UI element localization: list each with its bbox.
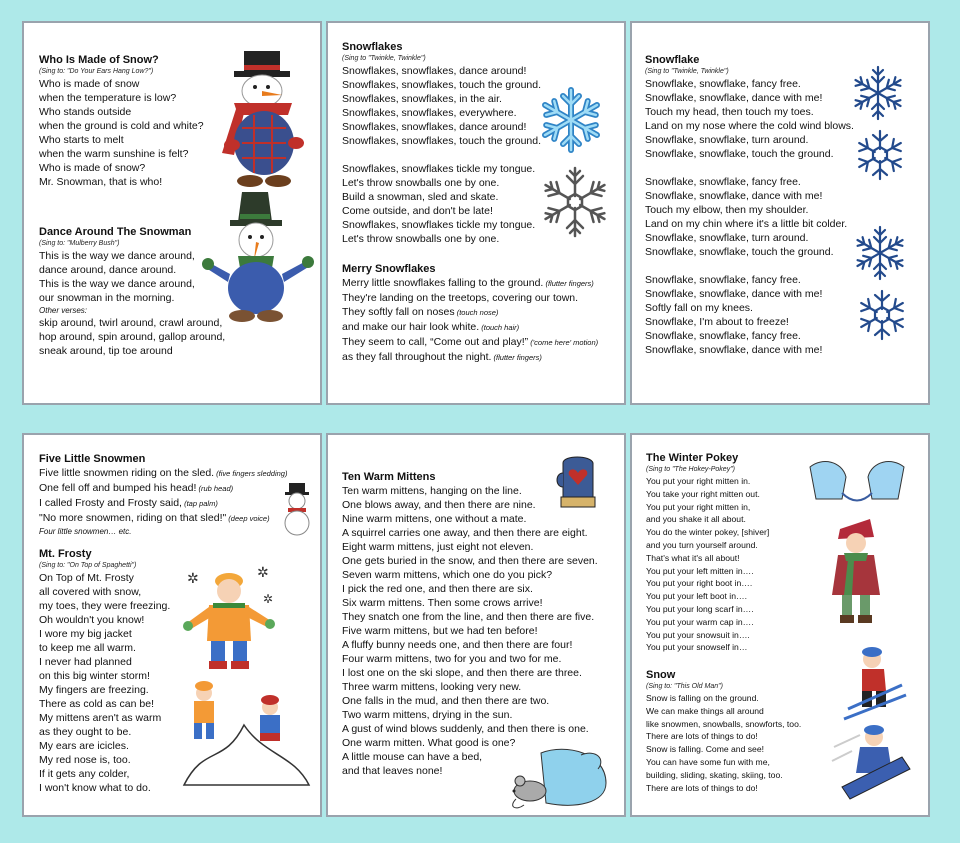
lyric-line: skip around, twirl around, crawl around, (39, 317, 223, 329)
lyric-line: This is the way we dance around, (39, 250, 195, 262)
svg-text:✲: ✲ (187, 570, 199, 586)
lyric-line: You put your right mitten in. (646, 476, 751, 486)
lyric-line: They're landing on the treetops, covering our town. (342, 292, 579, 304)
song-dance-around-snowman (39, 225, 225, 358)
lyric-line: A squirrel carries one away, and then there are eight. (342, 527, 588, 539)
song-winter-pokey (646, 451, 769, 654)
action-note: (flutter fingers) (491, 353, 542, 362)
children-on-hill-icon (174, 675, 314, 785)
lyric-line: You put your left boot in…. (646, 591, 747, 602)
action-note: (rub head) (196, 484, 234, 493)
lyric-line: on this big winter storm! (39, 670, 150, 682)
page-1 (22, 21, 322, 405)
svg-text:✲: ✲ (257, 564, 269, 580)
lyric-line: Five warm mittens, but we had ten before! (342, 625, 538, 637)
lyric-line: Land on my chin where it's a little bit colder. (645, 218, 848, 230)
song-title: Snowflake (645, 54, 700, 66)
lyric-line: Touch my head, then touch my toes. (645, 106, 814, 118)
lyric-line: One warm mitten. What good is one? (342, 737, 516, 749)
svg-text:✲: ✲ (263, 592, 274, 606)
lyric-line: all covered with snow, (39, 586, 142, 598)
lyric-line: and that leaves none! (342, 765, 443, 777)
song-title: Who Is Made of Snow? (39, 54, 159, 66)
song-title: Snow (646, 669, 676, 681)
lyric-line: Let's throw snowballs one by one. (342, 177, 500, 189)
lyric-line: Who is made of snow? (39, 162, 146, 174)
lyric-line: They softly fall on noses (touch nose) (342, 306, 499, 318)
lyric-line: I called Frosty and Frosty said, (tap palm) (39, 497, 218, 509)
action-note: (touch nose) (454, 308, 499, 317)
snowflake-outline-icon (536, 163, 614, 241)
song-verse-2 (342, 162, 541, 246)
action-note: (touch hair) (479, 323, 520, 332)
song-lines (39, 571, 170, 795)
lyric-line: You put your warm cap in…. (646, 616, 754, 627)
song-subtitle: (Sing to: "This Old Man") (646, 683, 723, 690)
lyric-line: You put your long scarf in…. (646, 603, 754, 614)
lyric-line: My fingers are freezing. (39, 684, 149, 696)
lyric-line: There as cold as can be! (39, 698, 154, 710)
lyric-line: Two warm mittens, drying in the sun. (342, 709, 513, 721)
lyric-line: my toes, they were freezing. (39, 600, 171, 612)
lyric-line: Six warm mittens. Then some crows arrive! (342, 597, 543, 609)
lyric-line: Five little snowmen riding on the sled. (five fingers sledding) (39, 467, 288, 479)
song-snow (646, 668, 801, 794)
song-lines (646, 475, 769, 654)
lyric-line: as they ought to be. (39, 726, 132, 738)
lyric-line: when the warm sunshine is felt? (39, 148, 189, 160)
lyric-line: dance around, dance around. (39, 264, 177, 276)
page-5 (326, 433, 626, 817)
lyric-line: They snatch one from the line, and then there are five. (342, 611, 595, 623)
lyric-line: Snowflakes, snowflakes, touch the ground. (342, 79, 542, 91)
song-lines (646, 692, 801, 794)
lyric-line: On Top of Mt. Frosty (39, 572, 134, 584)
song-title: Mt. Frosty (39, 548, 92, 560)
snowflake-icon (536, 85, 606, 155)
lyric-line: Land on my nose where the cold wind blows. (645, 120, 854, 132)
song-subtitle: (Sing to: "Mulberry Bush") (39, 240, 120, 247)
lyric-line: our snowman in the morning. (39, 292, 175, 304)
lyric-line: Snowflake, I'm about to freeze! (645, 316, 789, 328)
song-subtitle: (Sing to "Twinkle, Twinkle") (645, 68, 729, 75)
lyric-line: If it gets any colder, (39, 768, 130, 780)
song-snowflake (645, 53, 854, 357)
song-verse-3 (645, 273, 854, 357)
song-subtitle: (Sing to "Twinkle, Twinkle") (342, 55, 426, 62)
song-title: Merry Snowflakes (342, 263, 436, 275)
lyric-line: when the ground is cold and white? (39, 120, 204, 132)
other-verses (39, 316, 225, 358)
snowflake-icon (850, 65, 906, 121)
lyric-line: Nine warm mittens, one without a mate. (342, 513, 527, 525)
lyric-line: Who starts to melt (39, 134, 124, 146)
lyric-line: building, sliding, skating, skiing, too. (646, 769, 783, 780)
child-in-snow-icon (179, 563, 279, 673)
song-subtitle: (Sing to: "On Top of Spaghetti") (39, 562, 137, 569)
small-snowman-icon (279, 481, 315, 537)
song-who-is-made-of-snow (39, 53, 204, 189)
lyric-line: There are lots of things to do! (646, 731, 758, 742)
song-mt-frosty (39, 547, 170, 795)
lyric-line: Merry little snowflakes falling to the ground. (flutter fingers) (342, 277, 594, 289)
lyric-line: Snowflake, snowflake, touch the ground. (645, 246, 834, 258)
lyric-line: Who is made of snow (39, 78, 140, 90)
lyric-line: This is the way we dance around, (39, 278, 195, 290)
lyric-line: You take your right mitten out. (646, 488, 760, 499)
snowman-dancing-icon (204, 188, 314, 323)
lyric-line: Snowflake, snowflake, fancy free. (645, 78, 801, 90)
lyric-line: hop around, spin around, gallop around, (39, 331, 226, 343)
song-subtitle: (Sing to: "Do Your Ears Hang Low?") (39, 68, 154, 75)
mitten-heart-icon (553, 453, 603, 509)
lyric-line: Snowflake, snowflake, turn around. (645, 134, 809, 146)
lyric-line: Snowflake, snowflake, fancy free. (645, 176, 801, 188)
lyric-line: You put your right boot in…. (646, 578, 753, 589)
lyric-line: Snow is falling. Come and see! (646, 744, 764, 755)
action-note: (flutter fingers) (543, 279, 594, 288)
lyric-line: Snowflake, snowflake, dance with me! (645, 344, 823, 356)
page-2 (326, 21, 626, 405)
lyric-line: One falls in the mud, and then there are two. (342, 695, 550, 707)
lyric-line: My red nose is, too. (39, 754, 131, 766)
lyric-line: Snowflake, snowflake, fancy free. (645, 330, 801, 342)
song-snowflakes (342, 40, 541, 246)
lyric-line: Snowflakes, snowflakes, dance around! (342, 65, 527, 77)
lyric-line: One blows away, and then there are nine. (342, 499, 536, 511)
song-subtitle: (Sing to "The Hokey-Pokey") (646, 466, 736, 473)
lyric-line: Snowflakes, snowflakes tickle my tongue. (342, 163, 536, 175)
skier-icon (842, 645, 908, 725)
song-other: Four little snowmen… etc. (39, 527, 132, 536)
lyric-line: Snowflakes, snowflakes tickle my tongue. (342, 219, 536, 231)
action-note: (five fingers sledding) (214, 469, 288, 478)
lyric-line: They seem to call, “Come out and play!” ('come here' motion) (342, 336, 599, 348)
action-note: (tap palm) (181, 499, 218, 508)
lyric-line: There are lots of things to do! (646, 782, 758, 793)
song-lines (39, 249, 225, 305)
lyric-line: Snowflake, snowflake, dance with me! (645, 288, 823, 300)
lyric-line: Eight warm mittens, just eight not eleven. (342, 541, 534, 553)
lyric-line: Snowflake, snowflake, dance with me! (645, 92, 823, 104)
lyric-line: I never had planned (39, 656, 132, 668)
lyric-line: Touch my elbow, then my shoulder. (645, 204, 809, 216)
lyric-line: Oh wouldn't you know! (39, 614, 145, 626)
lyric-line: to keep me all warm. (39, 642, 136, 654)
lyric-line: Let's throw snowballs one by one. (342, 233, 500, 245)
girl-in-scarf-icon (818, 515, 894, 625)
song-lines (39, 466, 287, 526)
lyric-line: You put your snowself in… (646, 642, 748, 653)
lyric-line: One fell off and bumped his head! (rub head) (39, 482, 234, 494)
lyric-line: You put your snowsuit in…. (646, 629, 750, 640)
lyric-line: and make our hair look white. (touch hair) (342, 321, 520, 333)
lyric-line: when the temperature is low? (39, 92, 177, 104)
page-3 (630, 21, 930, 405)
song-title: Ten Warm Mittens (342, 471, 436, 483)
song-ten-warm-mittens (342, 470, 598, 778)
song-verse-1 (342, 64, 541, 148)
song-title: Snowflakes (342, 41, 403, 53)
lyric-line: You do the winter pokey, [shiver] (646, 527, 770, 538)
action-note: ('come here' motion) (528, 338, 599, 347)
lyric-line: sneak around, tip toe around (39, 345, 173, 357)
lyric-line: Mr. Snowman, that is who! (39, 176, 163, 188)
lyric-line: Snowflakes, snowflakes, everywhere. (342, 107, 517, 119)
lyric-line: A gust of wind blows suddenly, and then there is one. (342, 723, 589, 735)
lyric-line: Snowflakes, snowflakes, in the air. (342, 93, 502, 105)
lyric-line: as they fall throughout the night. (flutter fingers) (342, 351, 542, 363)
lyric-line: You put your right mitten in, (646, 501, 751, 512)
lyric-line: Snowflake, snowflake, turn around. (645, 232, 809, 244)
lyric-line: You can have some fun with me, (646, 756, 770, 767)
lyric-line: Ten warm mittens, hanging on the line. (342, 485, 522, 497)
song-lines (39, 77, 204, 189)
other-verses-label: Other verses: (39, 306, 88, 315)
lyric-line: Seven warm mittens, which one do you pick? (342, 569, 553, 581)
lyric-line: One gets buried in the snow, and then there are seven. (342, 555, 598, 567)
page-4 (22, 433, 322, 817)
song-lines (342, 276, 598, 365)
lyric-line: Snowflake, snowflake, fancy free. (645, 274, 801, 286)
lyric-line: I wore my big jacket (39, 628, 132, 640)
lyric-line: Snowflake, snowflake, touch the ground. (645, 148, 834, 160)
lyric-line: Build a snowman, sled and skate. (342, 191, 499, 203)
lyric-line: Three warm mittens, looking very new. (342, 681, 522, 693)
lyric-line: "No more snowmen, riding on that sled!" (deep voice) (39, 512, 270, 524)
lyric-line: I lost one on the ski slope, and then there are three. (342, 667, 582, 679)
lyric-line: We can make things all around (646, 705, 764, 716)
lyric-line: You put your left mitten in…. (646, 565, 754, 576)
lyric-line: Snowflakes, snowflakes, touch the ground. (342, 135, 542, 147)
song-verse-2 (645, 175, 854, 259)
song-title: Dance Around The Snowman (39, 226, 192, 238)
lyric-line: like snowmen, snowballs, snowforts, too. (646, 718, 802, 729)
lyric-line: and you turn yourself around. (646, 539, 758, 550)
song-five-little-snowmen (39, 452, 287, 537)
lyric-line: That's what it's all about! (646, 552, 740, 563)
lyric-line: Snowflake, snowflake, dance with me! (645, 190, 823, 202)
lyric-line: Who stands outside (39, 106, 132, 118)
action-note: (deep voice) (226, 514, 270, 523)
song-merry-snowflakes (342, 262, 598, 365)
lyric-line: My ears are icicles. (39, 740, 129, 752)
song-lines (342, 484, 598, 778)
snowflake-icon (852, 225, 908, 281)
lyric-line: Snow is falling on the ground. (646, 693, 759, 703)
song-title: Five Little Snowmen (39, 453, 146, 465)
snowman-scarf-icon (214, 43, 314, 193)
page-6 (630, 433, 930, 817)
lyric-line: Come outside, and don't be late! (342, 205, 493, 217)
lyric-line: Softly fall on my knees. (645, 302, 753, 314)
lyric-line: A little mouse can have a bed, (342, 751, 483, 763)
lyric-line: Snowflakes, snowflakes, dance around! (342, 121, 527, 133)
mouse-in-mitten-icon (506, 743, 616, 813)
mittens-icon (802, 457, 912, 505)
lyric-line: Four warm mittens, two for you and two for me. (342, 653, 562, 665)
lyric-line: A fluffy bunny needs one, and then there are four! (342, 639, 573, 651)
lyric-line: and you shake it all about. (646, 514, 746, 525)
sledding-child-icon (830, 717, 918, 803)
song-title: The Winter Pokey (646, 452, 739, 464)
lyric-line: I pick the red one, and then there are six. (342, 583, 533, 595)
snowflake-icon (856, 289, 908, 341)
lyric-line: I won't know what to do. (39, 782, 151, 794)
song-verse-1 (645, 77, 854, 161)
lyric-line: My mittens aren't as warm (39, 712, 162, 724)
snowflake-icon (854, 129, 906, 181)
